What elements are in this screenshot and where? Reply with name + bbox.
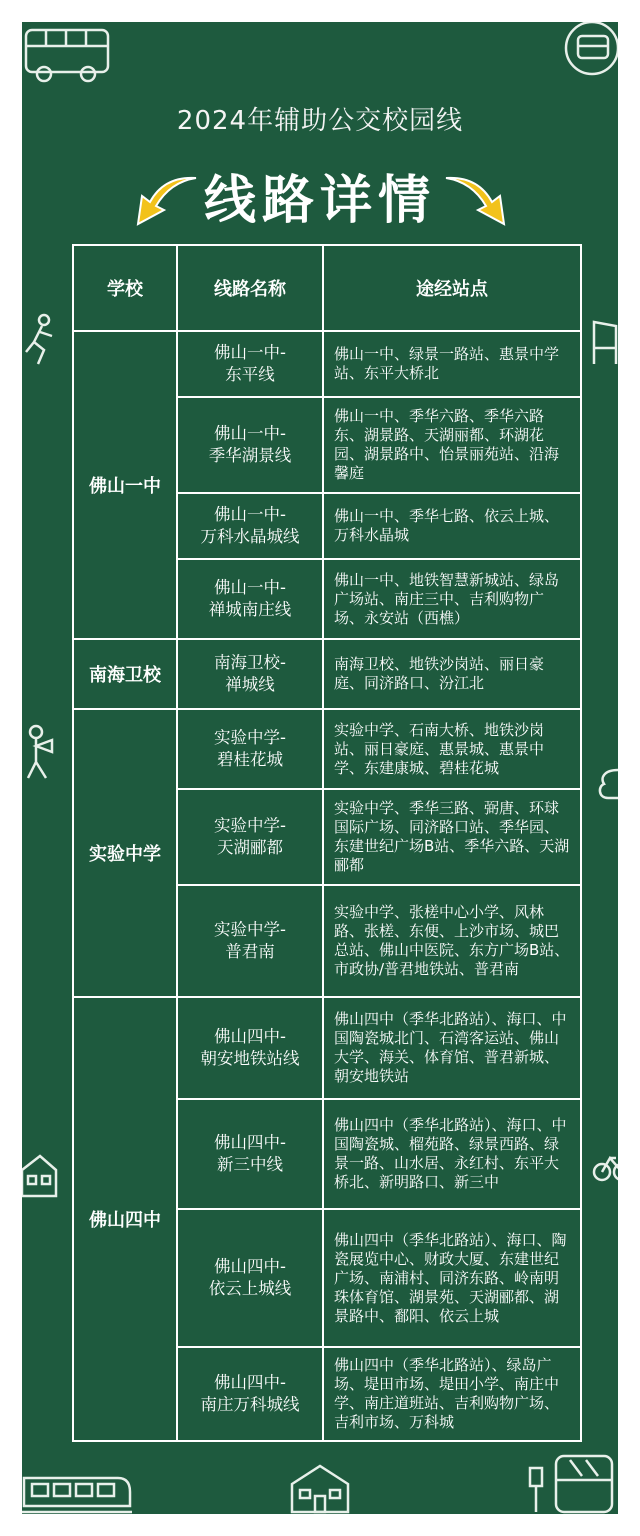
route-name-cell: 佛山四中- 南庄万科城线 bbox=[177, 1347, 323, 1441]
chalkboard-background bbox=[22, 22, 618, 1514]
school-cell: 佛山一中 bbox=[73, 331, 177, 639]
stops-cell: 佛山四中（季华北路站）、绿岛广场、堤田市场、堤田小学、南庄中学、南庄道班站、吉利购物广场、吉利市场、万科城 bbox=[323, 1347, 581, 1441]
stops-cell: 佛山一中、季华六路、季华六路东、湖景路、天湖丽都、环湖花园、湖景路中、怡景丽苑站、沿海馨庭 bbox=[323, 397, 581, 493]
header-school: 学校 bbox=[73, 245, 177, 331]
route-name-cell: 佛山四中- 朝安地铁站线 bbox=[177, 997, 323, 1099]
school-cell: 佛山四中 bbox=[73, 997, 177, 1441]
house-icon bbox=[288, 1462, 352, 1514]
table-row bbox=[73, 639, 581, 709]
cloud-icon bbox=[596, 764, 618, 804]
page-subtitle: 2024年辅助公交校园线 bbox=[176, 106, 464, 136]
stops-cell: 实验中学、季华三路、弼唐、环球国际广场、同济路口站、季华园、东建世纪广场B站、季华六路、天湖郦都 bbox=[323, 789, 581, 885]
route-name-cell: 实验中学- 普君南 bbox=[177, 885, 323, 997]
route-name-cell: 佛山一中- 万科水晶城线 bbox=[177, 493, 323, 559]
runner-icon bbox=[22, 312, 58, 366]
bus-stop-icon bbox=[526, 1454, 618, 1514]
train-icon bbox=[22, 1470, 132, 1514]
route-name-cell: 实验中学- 碧桂花城 bbox=[177, 709, 323, 789]
school-cell: 南海卫校 bbox=[73, 639, 177, 709]
reader-icon bbox=[22, 722, 58, 782]
arrow-right-icon bbox=[442, 172, 512, 232]
route-name-cell: 实验中学- 天湖郦都 bbox=[177, 789, 323, 885]
route-table bbox=[72, 244, 580, 1442]
stops-cell: 佛山四中（季华北路站）、海口、陶瓷展览中心、财政大厦、东建世纪广场、南浦村、同济东路、岭南明珠体育馆、湖景苑、天湖郦都、湖景路中、鄱阳、依云上城 bbox=[323, 1209, 581, 1347]
stops-cell: 实验中学、张槎中心小学、风林路、张槎、东便、上沙市场、城巴总站、佛山中医院、东方广场B站、市政协/普君地铁站、普君南 bbox=[323, 885, 581, 997]
chair-icon bbox=[590, 318, 618, 368]
table-header-row bbox=[73, 245, 581, 331]
school-cell: 实验中学 bbox=[73, 709, 177, 997]
stops-cell: 南海卫校、地铁沙岗站、丽日豪庭、同济路口、汾江北 bbox=[323, 639, 581, 709]
school-icon bbox=[22, 1152, 58, 1198]
stops-cell: 佛山一中、季华七路、依云上城、万科水晶城 bbox=[323, 493, 581, 559]
table-row bbox=[73, 997, 581, 1099]
route-name-cell: 佛山四中- 依云上城线 bbox=[177, 1209, 323, 1347]
stops-cell: 佛山一中、地铁智慧新城站、绿岛广场站、南庄三中、吉利购物广场、永安站（西樵） bbox=[323, 559, 581, 639]
route-name-cell: 佛山一中- 季华湖景线 bbox=[177, 397, 323, 493]
table-row bbox=[73, 709, 581, 789]
stops-cell: 佛山四中（季华北路站）、海口、中国陶瓷城北门、石湾客运站、佛山大学、海关、体育馆、普君新城、朝安地铁站 bbox=[323, 997, 581, 1099]
route-name-cell: 佛山一中- 东平线 bbox=[177, 331, 323, 397]
route-name-cell: 南海卫校- 禅城线 bbox=[177, 639, 323, 709]
bus-roundel-icon bbox=[556, 22, 618, 84]
header-route-name: 线路名称 bbox=[177, 245, 323, 331]
stops-cell: 佛山一中、绿景一路站、惠景中学站、东平大桥北 bbox=[323, 331, 581, 397]
route-name-cell: 佛山四中- 新三中线 bbox=[177, 1099, 323, 1209]
bus-icon bbox=[22, 24, 114, 86]
header-stops: 途经站点 bbox=[323, 245, 581, 331]
route-name-cell: 佛山一中- 禅城南庄线 bbox=[177, 559, 323, 639]
stops-cell: 佛山四中（季华北路站）、海口、中国陶瓷城、榴苑路、绿景西路、绿景一路、山水居、永红村、东平大桥北、新明路口、新三中 bbox=[323, 1099, 581, 1209]
stops-cell: 实验中学、石南大桥、地铁沙岗站、丽日豪庭、惠景城、惠景中学、东建康城、碧桂花城 bbox=[323, 709, 581, 789]
table-row bbox=[73, 331, 581, 397]
bicycle-icon bbox=[592, 1148, 618, 1184]
page-title: 线路详情 bbox=[203, 171, 436, 231]
